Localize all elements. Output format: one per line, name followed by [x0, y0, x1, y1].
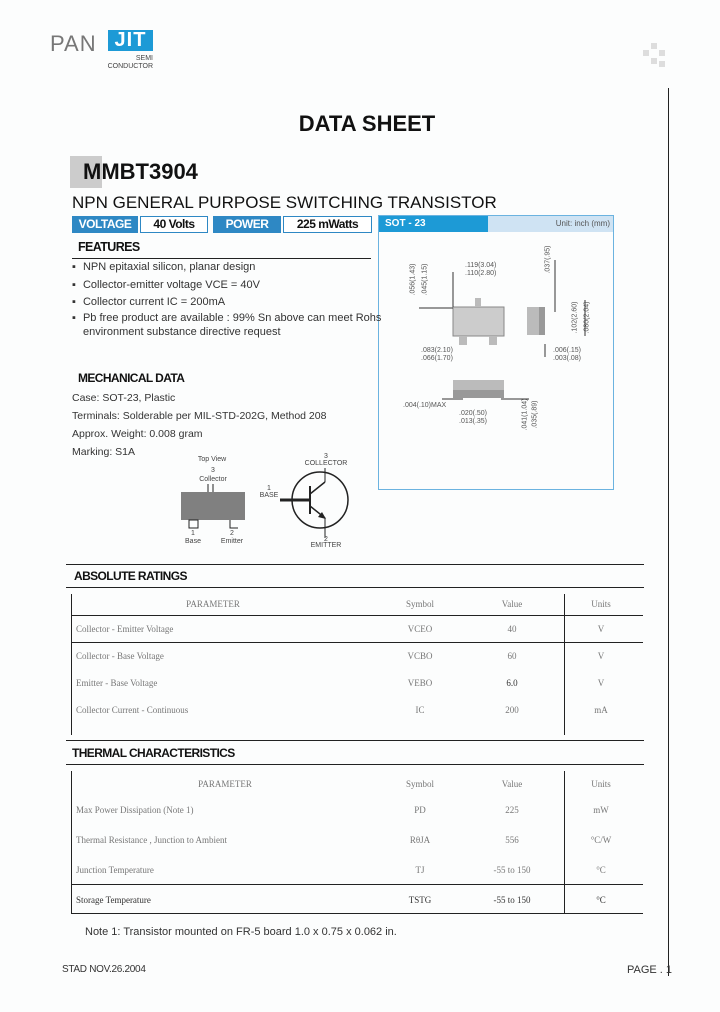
mechanical-item: Approx. Weight: 0.008 gram: [72, 428, 203, 440]
dim-label: .102(2.60): [571, 301, 579, 334]
value-cell: -55 to 150: [493, 895, 531, 905]
page-title: DATA SHEET: [298, 111, 436, 136]
parameter-cell: Thermal Resistance , Junction to Ambient: [76, 835, 227, 845]
pin-label: EMITTER: [310, 542, 342, 549]
logo-sub2: CONDUCTOR: [107, 63, 153, 70]
pin-number: 2: [230, 530, 234, 537]
feature-item-continued: environment substance directive request: [83, 326, 281, 338]
dim-label: .083(2.10): [421, 347, 453, 354]
symbol-cell: VCBO: [407, 651, 433, 661]
symbol-cell: IC: [415, 705, 425, 715]
value-cell: 40: [507, 624, 517, 634]
footnote: Note 1: Transistor mounted on FR-5 board 1.0 x 0.75 x 0.062 in.: [85, 926, 397, 938]
dim-label: .020(.50): [459, 410, 488, 417]
absolute-ratings-heading: ABSOLUTE RATINGS: [74, 569, 187, 583]
symbol-cell: VEBO: [407, 678, 433, 688]
divider: [72, 258, 371, 259]
value-cell: 6.0: [506, 678, 518, 688]
logo-text-jit: JIT: [108, 30, 153, 51]
pin-number: 3: [211, 467, 215, 474]
mechanical-heading: MECHANICAL DATA: [78, 371, 185, 385]
column-header: Symbol: [405, 779, 435, 789]
parameter-cell: Collector Current - Continuous: [76, 705, 189, 715]
mechanical-item: Case: SOT-23, Plastic: [72, 392, 176, 404]
voltage-label-badge: VOLTAGE: [72, 216, 138, 233]
units-cell: °C/W: [590, 835, 612, 845]
units-cell: mW: [593, 805, 609, 815]
value-cell: -55 to 150: [493, 865, 531, 875]
feature-item: ▪ Collector current IC = 200mA: [72, 296, 226, 308]
value-cell: 556: [505, 835, 519, 845]
symbol-cell: PD: [414, 805, 426, 815]
power-label-badge: POWER: [213, 216, 281, 233]
value-cell: 200: [505, 705, 519, 715]
pin-label: COLLECTOR: [304, 460, 348, 467]
mechanical-item: Terminals: Solderable per MIL-STD-202G, Method 208: [72, 410, 327, 422]
pin-label: Collector: [199, 476, 227, 483]
units-cell: mA: [594, 705, 608, 715]
symbol-cell: RθJA: [409, 835, 431, 845]
column-header: Value: [501, 599, 523, 609]
dim-label: .035(.89): [531, 400, 539, 429]
footer-date: STAD NOV.26.2004: [62, 964, 146, 975]
column-header: Units: [591, 599, 611, 609]
mechanical-item: Marking: S1A: [72, 446, 136, 458]
package-unit: Unit: inch (mm): [488, 216, 613, 232]
divider: [66, 764, 644, 765]
units-cell: V: [597, 651, 605, 661]
subtitle: NPN GENERAL PURPOSE SWITCHING TRANSISTOR: [72, 193, 497, 212]
column-header: Value: [501, 779, 523, 789]
value-cell: 225: [505, 805, 519, 815]
dim-label: .056(1.43): [409, 263, 417, 296]
divider: [66, 564, 644, 565]
dim-label: .066(1.70): [421, 355, 453, 362]
divider: [66, 740, 644, 741]
part-number: MMBT3904: [83, 159, 198, 184]
feature-item: ▪ Collector-emitter voltage VCE = 40V: [72, 279, 260, 291]
dim-label: .003(.08): [553, 355, 582, 362]
pin-label: Base: [185, 538, 201, 545]
dim-label: .006(.15): [553, 347, 582, 354]
logo-sub1: SEMI: [135, 55, 153, 62]
dim-label: .119(3.04): [465, 262, 497, 269]
pin-number: 2: [324, 536, 328, 543]
power-value-badge: 225 mWatts: [283, 216, 372, 233]
voltage-value-badge: 40 Volts: [140, 216, 208, 233]
parameter-cell: Collector - Base Voltage: [76, 651, 164, 661]
dim-label: .045(1.15): [421, 263, 429, 296]
column-header: PARAMETER: [186, 599, 240, 609]
pin-label: BASE: [259, 492, 279, 499]
value-cell: 60: [507, 651, 517, 661]
symbol-cell: TSTG: [408, 895, 432, 905]
pin-label: Emitter: [220, 538, 244, 545]
units-cell: °C: [596, 865, 606, 875]
column-header: Symbol: [405, 599, 435, 609]
pin-number: 1: [191, 530, 195, 537]
column-header: PARAMETER: [198, 779, 252, 789]
dim-label: .037(.95): [544, 245, 552, 274]
dim-label: .004(.10)MAX: [403, 402, 447, 409]
feature-item: ▪ NPN epitaxial silicon, planar design: [72, 261, 256, 273]
parameter-cell: Junction Temperature: [76, 865, 154, 875]
pin-number: 3: [324, 453, 328, 460]
page-number: PAGE . 1: [627, 964, 673, 976]
dim-label: .110(2.80): [465, 270, 497, 277]
pin-number: 1: [267, 485, 271, 492]
parameter-cell: Collector - Emitter Voltage: [76, 624, 174, 634]
right-margin-rule: [668, 88, 669, 976]
package-name: SOT - 23: [379, 216, 488, 232]
column-header: Units: [591, 779, 611, 789]
symbol-cell: TJ: [415, 865, 425, 875]
symbol-cell: VCEO: [407, 624, 433, 634]
parameter-cell: Storage Temperature: [76, 895, 151, 905]
package-outline-panel: [378, 215, 614, 490]
divider: [66, 587, 644, 588]
thermal-heading: THERMAL CHARACTERISTICS: [72, 746, 235, 760]
parameter-cell: Max Power Dissipation (Note 1): [76, 805, 194, 815]
logo-text-pan: PAN: [50, 31, 97, 56]
dim-label: .080(2.04): [583, 301, 591, 334]
units-cell: V: [597, 624, 605, 634]
feature-item: ▪ Pb free product are available : 99% Sn above can meet Rohs: [72, 312, 382, 324]
dim-label: .013(.35): [459, 418, 488, 425]
units-cell: °C: [596, 895, 606, 905]
units-cell: V: [597, 678, 605, 688]
top-view-title: Top View: [197, 456, 227, 463]
dim-label: .041(1.04): [521, 398, 529, 431]
parameter-cell: Emitter - Base Voltage: [76, 678, 158, 688]
features-heading: FEATURES: [78, 240, 140, 254]
